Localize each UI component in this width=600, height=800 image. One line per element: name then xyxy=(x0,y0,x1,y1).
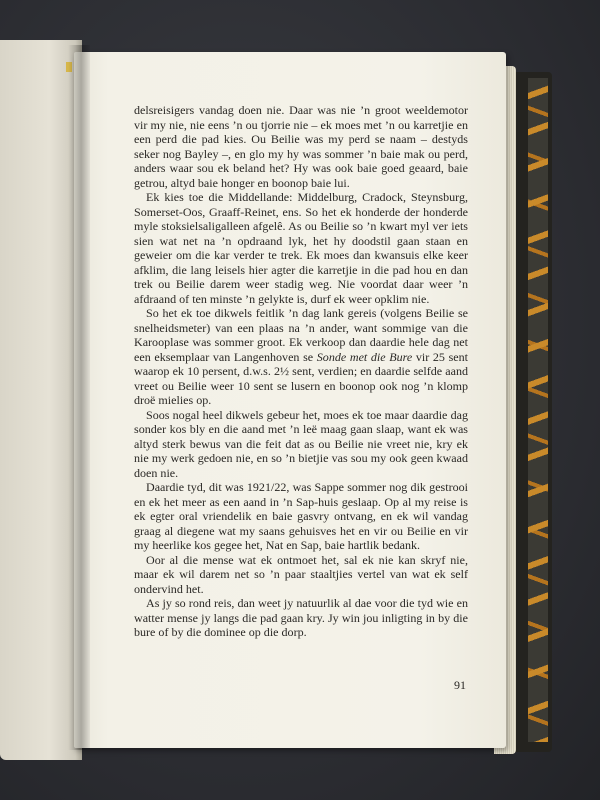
cover-pattern xyxy=(528,78,548,742)
paragraph-3 xyxy=(134,306,468,408)
paragraph-5: Daardie tyd, dit was 1921/22, was Sappe sommer nog dik gestrooi en ek het meer as een aand in ’n Sap-huis geslaap. Op al my reise is ek egter oral vriendelik en baie gasvry ontvang, en ek wil vandag graag al diegene wat my saans gehuisves het en vir ou Beilie en vir my heerlike kos gegee het, Nat en Sap, baie hartlik bedank. xyxy=(134,480,468,552)
paragraph-6: Oor al die mense wat ek ontmoet het, sal ek nie kan skryf nie, maar ek wil darem net so ’n paar staaltjies vertel van wat ek self ondervind het. xyxy=(134,552,468,596)
paragraph-3-end: vir 25 sent waarop ek 10 persent, d.w.s. 2½ sent, verdien; en daardie selfde aand vreet ou Beilie weer 10 sent se lusern en boonop ook nog ’n klomp droë mielies op. xyxy=(134,349,468,407)
paragraph-4: Soos nogal heel dikwels gebeur het, moes ek toe maar daardie dag sonder kos bly en die aand met ’n leë maag gaan slaap, want ek was altyd sterk bewus van die feit dat as ou Beilie nie vreet nie, kry ek nie my werk gedoen nie, en so ’n bietjie vas sou my ook geen kwaad doen nie. xyxy=(134,407,468,480)
paragraph-1: delsreisigers vandag doen nie. Daar was nie ’n groot weeldemotor vir my nie, nie eens ’n ou tjorrie nie – ek moes met ’n ou karretjie en een perd die pad kies. Ou Beilie was my perd se naam – destyds seker nog Bayley –, en glo my hy was sommer ’n baie mak ou perd, anders waar sou ek beland het? Hy was ook baie goed geaard, baie getrou, altyd baie honger en boonop baie lui. xyxy=(134,103,468,190)
page-number: 91 xyxy=(454,678,466,692)
book-title-italic: Sonde met die Bure xyxy=(316,349,413,364)
spine-shadow xyxy=(68,45,90,750)
paragraph-3-start: So het ek toe dikwels feitlik ’n dag lank gereis (volgens Beilie se snelheidsmeter) van een plaas na ’n ander, want sommige van die Karooplase was sommer groot. Ek verkoop dan daardie hele dag net een eksemplaar van Langenhoven se xyxy=(134,306,468,364)
body-text xyxy=(134,103,468,640)
paragraph-7: As jy so rond reis, dan weet jy natuurlik al dae voor die tyd wie en watter mense jy langs die pad gaan kry. Jy win jou inligting in by die bure of by die dominee op die dorp. xyxy=(134,596,468,639)
paragraph-2: Ek kies toe die Middellande: Middelburg, Cradock, Steynsburg, Somerset-Oos, Graaff-Reinet, ens. So het ek honderde der honderde myle stoksielsaligalleen afgelê. As ou Beilie so ’n kwart myl ver iets sien wat net na ’n opdraand lyk, het hy doodstil gaan staan en geweier om die kar verder te trek. Ek moes dan kwansuis elke keer afklim, die lang leisels hier agter die karretjie in die pad hou en dan trek ou Beilie darem weer stadig weg. Nie voordat daar weer ’n afdraand of ten minste ’n gelykte is, durf ek weer opklim nie. xyxy=(134,190,468,306)
